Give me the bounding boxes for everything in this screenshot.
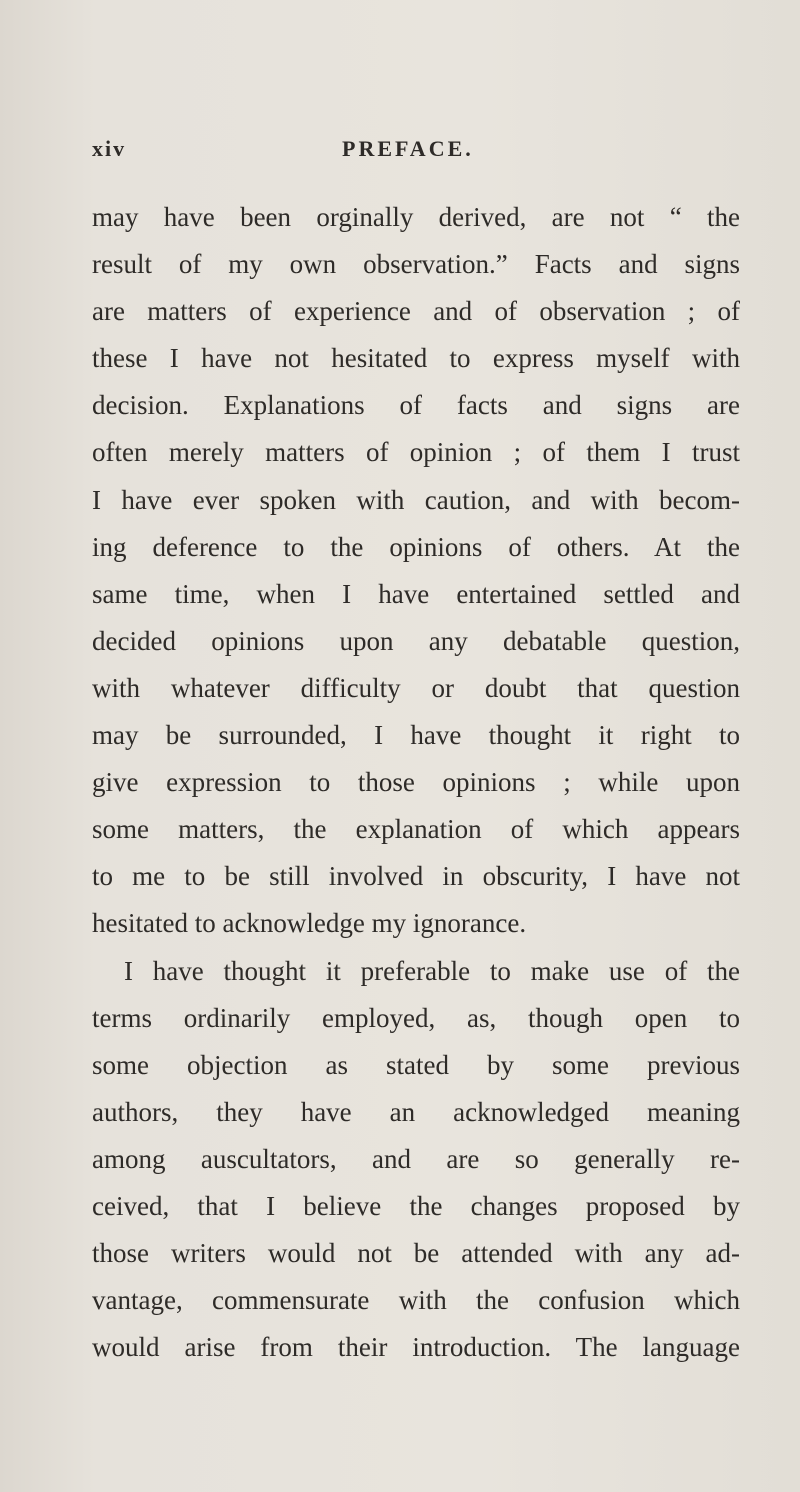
text-line: terms ordinarily employed, as, though open to	[92, 1002, 740, 1033]
running-head: PREFACE.	[342, 136, 474, 161]
text-line: some objection as stated by some previous	[92, 1049, 740, 1080]
text-line: may have been orginally derived, are not “ the	[92, 202, 740, 232]
text-line: result of my own observation.” Facts and signs	[92, 249, 740, 280]
text-line: those writers would not be attended with any ad-	[92, 1238, 740, 1269]
text-line: are matters of experience and of observation ; of	[92, 296, 740, 327]
text-line: vantage, commensurate with the confusion which	[92, 1285, 740, 1316]
page-number: xiv	[92, 136, 127, 161]
text-line: hesitated to acknowledge my ignorance.	[92, 908, 527, 939]
page-header	[92, 136, 732, 166]
text-line: to me to be still involved in obscurity, I have not	[92, 861, 740, 892]
text-line: some matters, the explanation of which appears	[92, 814, 740, 845]
text-line: decided opinions upon any debatable question,	[92, 625, 740, 656]
text-line: ing deference to the opinions of others. At the	[92, 531, 740, 562]
text-line: authors, they have an acknowledged meaning	[92, 1096, 740, 1127]
text-line: often merely matters of opinion ; of them I trust	[92, 437, 740, 468]
text-line: among auscultators, and are so generally re-	[92, 1143, 740, 1174]
text-line: decision. Explanations of facts and signs are	[92, 390, 740, 421]
text-line: I have thought it preferable to make use of the	[124, 955, 740, 986]
text-line: give expression to those opinions ; while upon	[92, 767, 740, 798]
text-line: with whatever difficulty or doubt that question	[92, 672, 740, 703]
text-line: would arise from their introduction. The language	[92, 1332, 740, 1363]
body-text	[92, 194, 740, 1371]
text-line: ceived, that I believe the changes proposed by	[92, 1190, 740, 1221]
text-line: may be surrounded, I have thought it right to	[92, 720, 740, 751]
text-line: I have ever spoken with caution, and with becom-	[92, 484, 740, 515]
text-line: same time, when I have entertained settled and	[92, 578, 740, 609]
text-line: these I have not hesitated to express myself with	[92, 343, 740, 374]
